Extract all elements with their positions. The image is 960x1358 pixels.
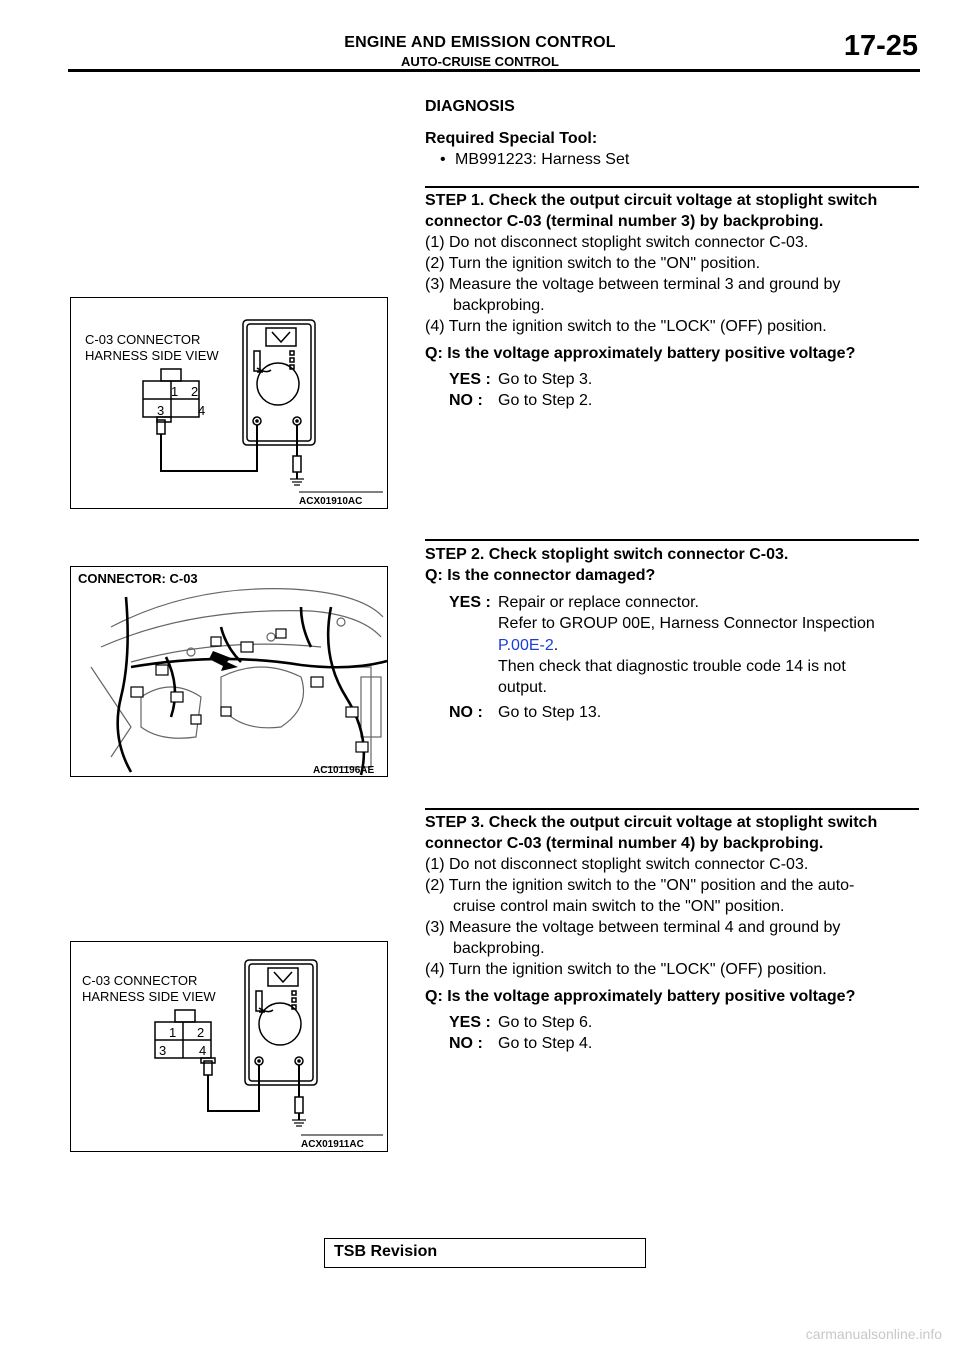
figure-label-line1: C-03 CONNECTOR: [85, 332, 201, 347]
figure-voltage-check-terminal4: [70, 941, 388, 1152]
figure-label: CONNECTOR: C-03: [78, 571, 198, 586]
yes-answer-line3: Then check that diagnostic trouble code 14 is not output.: [498, 658, 846, 696]
figure-label-line2: HARNESS SIDE VIEW: [85, 348, 219, 363]
watermark: carmanualsonline.info: [805, 1326, 942, 1342]
tool-item: • MB991223: Harness Set: [425, 149, 925, 170]
step2-rule: [425, 539, 919, 541]
probe-wires: [161, 425, 301, 479]
step3-yes: [449, 1012, 925, 1033]
header-rule: [68, 69, 920, 72]
tsb-revision-box: TSB Revision: [324, 1238, 646, 1268]
pin-2: 2: [191, 384, 199, 399]
wire-harness: [118, 597, 387, 775]
ground-icon: [292, 1120, 306, 1126]
no-answer: Go to Step 13.: [498, 704, 602, 721]
step3-proc-2: (2) Turn the ignition switch to the "ON" position and the auto-cruise control main switch to the "ON" position.: [425, 877, 855, 915]
figure-label-line1: C-03 CONNECTOR: [82, 973, 198, 988]
no-label: NO :: [449, 704, 483, 721]
no-label: NO :: [449, 1035, 483, 1052]
step1-no: [449, 390, 925, 411]
step1-title: STEP 1. Check the output circuit voltage at stoplight switch connector C-03 (terminal number 3) by backprobing.: [425, 192, 878, 230]
step1-rule: [425, 186, 919, 188]
reference-link[interactable]: P.00E-2: [498, 637, 554, 654]
step1-proc-4: (4) Turn the ignition switch to the "LOCK" (OFF) position.: [425, 318, 827, 335]
diagnosis-heading: DIAGNOSIS: [425, 98, 515, 115]
pin-1: 1: [169, 1025, 177, 1040]
figure-code: AC101196AE: [313, 765, 375, 776]
step2-block: [425, 544, 925, 723]
step1-block: [425, 190, 925, 411]
step2-title: STEP 2. Check stoplight switch connector C-03.: [425, 546, 789, 563]
step3-proc-4: (4) Turn the ignition switch to the "LOCK" (OFF) position.: [425, 961, 827, 978]
page-number: 17-25: [843, 30, 918, 62]
step1-proc-2: (2) Turn the ignition switch to the "ON" position.: [425, 255, 761, 272]
step3-title: STEP 3. Check the output circuit voltage at stoplight switch connector C-03 (terminal number 4) by backprobing.: [425, 814, 878, 852]
step2-no: [449, 702, 925, 723]
pin-4: 4: [198, 403, 206, 418]
pin-1: 1: [171, 384, 179, 399]
step1-question: Q: Is the voltage approximately battery positive voltage?: [425, 345, 856, 362]
yes-answer: Go to Step 3.: [498, 371, 593, 388]
step2-yes: YES : Repair or replace connector. Refer to GROUP 00E, Harness Connector Inspection P.00E-2. Then check that diagnostic trouble code 14 is not output.: [449, 592, 925, 698]
diagnosis-block: [425, 96, 925, 170]
step3-proc-1: (1) Do not disconnect stoplight switch connector C-03.: [425, 856, 809, 873]
probe-wires: [208, 1065, 303, 1120]
meter-symbol: V: [274, 343, 275, 344]
no-answer: Go to Step 4.: [498, 1035, 593, 1052]
connector-icon: [143, 369, 199, 434]
dashboard-outline: [91, 589, 383, 767]
step2-question: Q: Is the connector damaged?: [425, 567, 656, 584]
step3-block: [425, 812, 925, 1054]
step1-proc-1: (1) Do not disconnect stoplight switch connector C-03.: [425, 234, 809, 251]
pin-3: 3: [157, 403, 165, 418]
figure-connector-location: [70, 566, 388, 777]
yes-label: YES :: [449, 371, 491, 388]
yes-answer-line1: Repair or replace connector.: [498, 594, 699, 611]
step1-proc-3: (3) Measure the voltage between terminal 3 and ground by backprobing.: [425, 276, 841, 314]
yes-answer: Go to Step 6.: [498, 1014, 593, 1031]
connectors-cluster: [131, 629, 368, 752]
voltmeter-icon: [245, 960, 317, 1085]
no-label: NO :: [449, 392, 483, 409]
pin-3: 3: [159, 1043, 167, 1058]
section-subtitle: AUTO-CRUISE CONTROL: [401, 54, 559, 69]
step3-proc-3: (3) Measure the voltage between terminal 4 and ground by backprobing.: [425, 919, 841, 957]
yes-label: YES :: [449, 594, 491, 611]
dashboard-harness-drawing: [71, 567, 387, 776]
figure-code: ACX01911AC: [301, 1139, 364, 1150]
yes-answer-line2: Refer to GROUP 00E, Harness Connector Inspection: [498, 615, 875, 632]
voltmeter-icon: [243, 320, 315, 445]
meter-diagram: [71, 942, 387, 1151]
no-answer: Go to Step 2.: [498, 392, 593, 409]
step3-no: [449, 1033, 925, 1054]
step3-question: Q: Is the voltage approximately battery positive voltage?: [425, 988, 856, 1005]
meter-diagram: [71, 298, 387, 508]
step3-rule: [425, 808, 919, 810]
pin-2: 2: [197, 1025, 205, 1040]
pin-4: 4: [199, 1043, 207, 1058]
yes-label: YES :: [449, 1014, 491, 1031]
figure-voltage-check-terminal3: [70, 297, 388, 509]
ground-icon: [290, 479, 304, 485]
figure-label-line2: HARNESS SIDE VIEW: [82, 989, 216, 1004]
tool-heading: Required Special Tool:: [425, 130, 598, 147]
figure-code: ACX01910AC: [299, 496, 363, 507]
section-title: ENGINE AND EMISSION CONTROL: [344, 34, 616, 51]
step1-yes: [449, 369, 925, 390]
